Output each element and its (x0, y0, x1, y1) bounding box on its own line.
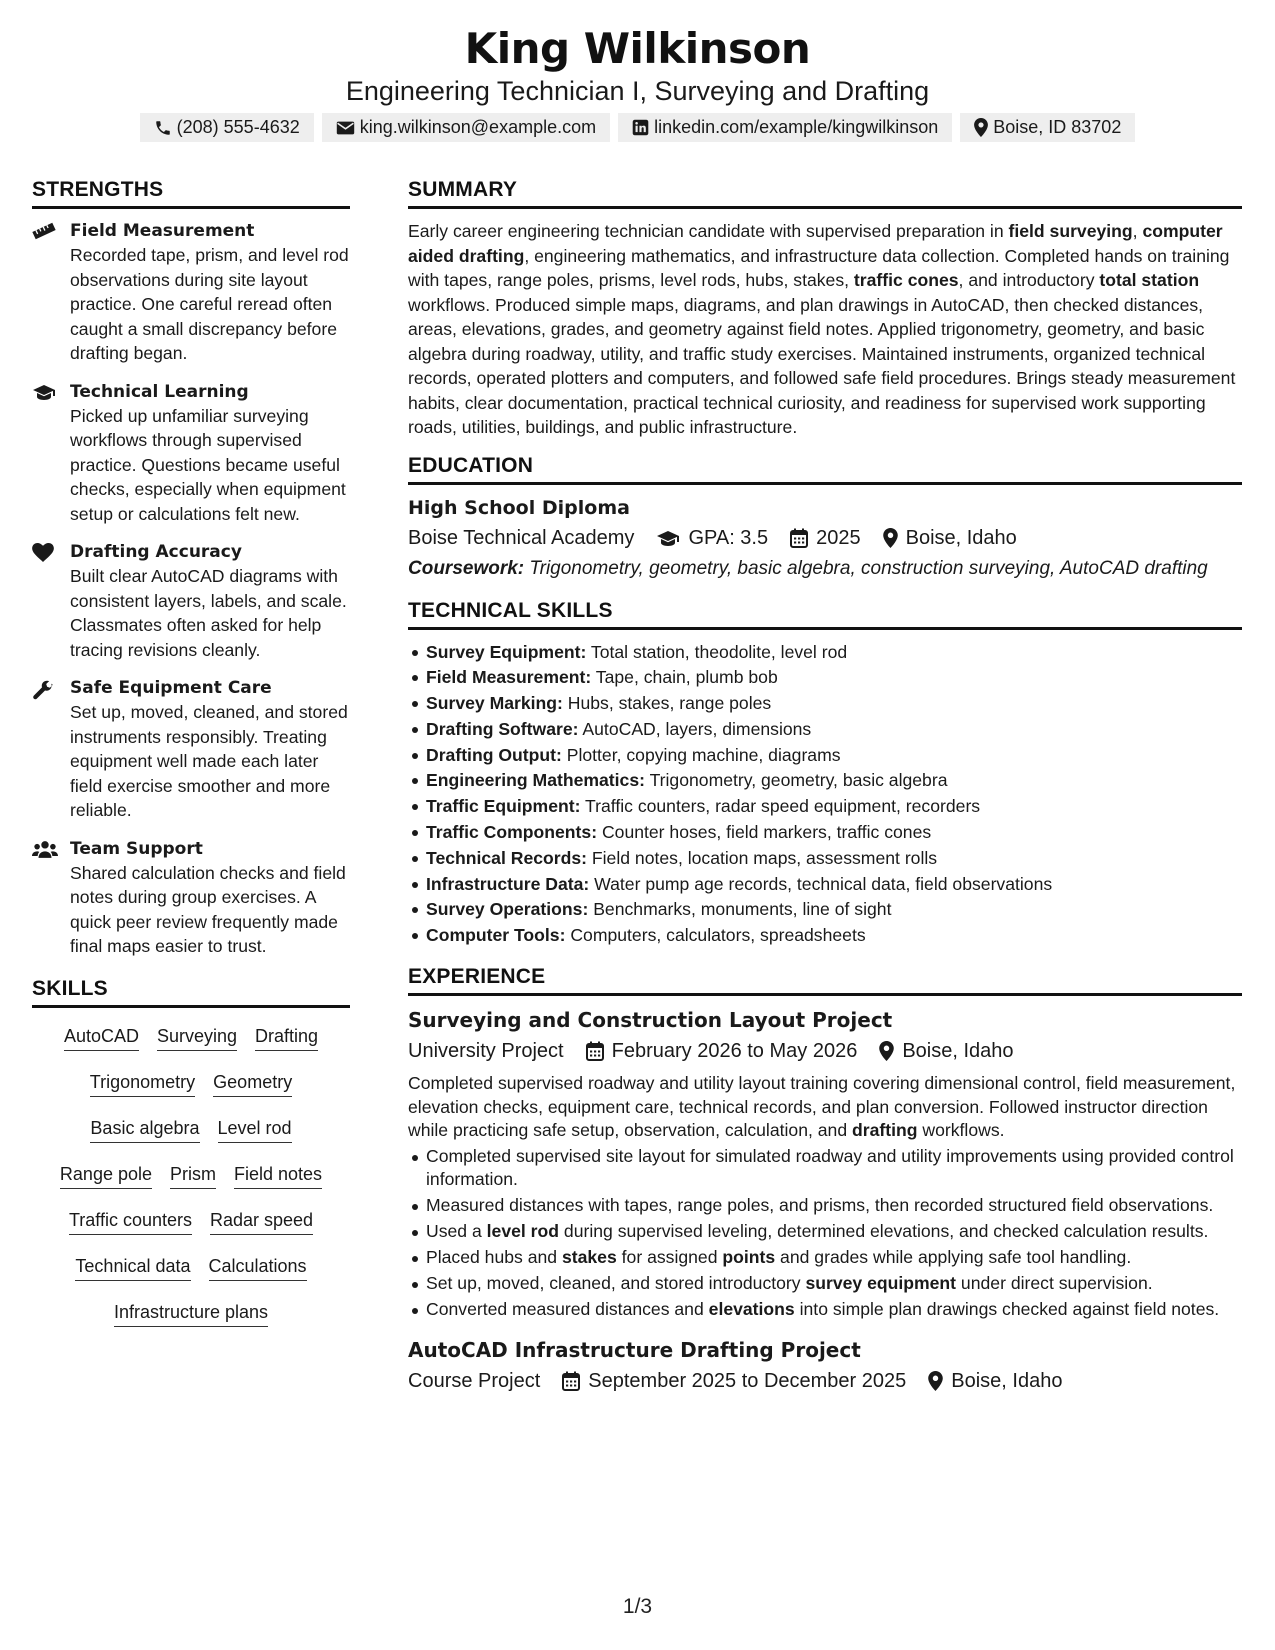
candidate-name: King Wilkinson (464, 24, 811, 73)
technical-skill-item (408, 794, 1242, 820)
skill-label: Traffic Components: (426, 822, 598, 843)
strength-title: Safe Equipment Care (70, 678, 272, 698)
technical-skill-item (408, 846, 1242, 872)
skill-tag: Traffic counters (69, 1208, 192, 1235)
graduation-year: 2025 (816, 526, 861, 549)
text-run: Used a (426, 1221, 487, 1242)
strengths-heading: STRENGTHS (32, 178, 350, 209)
map-pin-icon (974, 118, 988, 137)
education-heading: EDUCATION (408, 454, 1242, 485)
technical-skill-item (408, 768, 1242, 794)
job-bullet (408, 1298, 1242, 1322)
education-meta (408, 523, 1242, 553)
contact-linkedin-text: linkedin.com/example/kingwilkinson (654, 117, 939, 137)
users-icon (32, 837, 70, 959)
gpa-value: GPA: 3.5 (688, 526, 769, 549)
text-run: Set up, moved, cleaned, and stored introductory (426, 1273, 806, 1294)
skill-value: Water pump age records, technical data, field observations (589, 873, 1053, 894)
skill-label: Field Measurement: (426, 667, 592, 688)
skill-label: Drafting Software: (426, 718, 579, 739)
technical-skill-item (408, 640, 1242, 666)
skill-tag: Range pole (60, 1162, 152, 1189)
skill-value: Traffic counters, radar speed equipment, recorders (580, 796, 981, 817)
strength-title: Field Measurement (70, 221, 255, 241)
skills-tag-row (32, 1300, 350, 1346)
job-organization: University Project (408, 1040, 564, 1063)
job-organization: Course Project (408, 1369, 541, 1392)
candidate-headline: Engineering Technician I, Surveying and Drafting (345, 76, 930, 106)
skill-value: Trigonometry, geometry, basic algebra (645, 770, 948, 791)
strength-title: Drafting Accuracy (70, 542, 242, 562)
skills-tag-row (32, 1162, 350, 1208)
contact-phone-text: (208) 555-4632 (176, 117, 300, 137)
bold-text: drafting (852, 1120, 918, 1141)
skill-value: Computers, calculators, spreadsheets (565, 925, 866, 946)
skill-tag: Geometry (213, 1070, 292, 1097)
skill-value: Plotter, copying machine, diagrams (561, 744, 841, 765)
text-run: Measured distances with tapes, range poles, and prisms, then recorded structured field observations. (426, 1195, 1214, 1216)
experience-heading: EXPERIENCE (408, 965, 1242, 996)
strength-text: Built clear AutoCAD diagrams with consistent layers, labels, and scale. Classmates often asked for help tracing revisions cleanly. (70, 566, 347, 660)
technical-skill-item (408, 923, 1242, 949)
text-run: , and introductory (958, 270, 1100, 290)
strength-text: Picked up unfamiliar surveying workflows through supervised practice. Questions became useful checks, especially when equipment setup or calculations felt new. (70, 405, 346, 524)
technical-skill-item (408, 717, 1242, 743)
technical-skill-item (408, 872, 1242, 898)
coursework (408, 557, 1242, 581)
skill-tag: Trigonometry (90, 1070, 195, 1097)
heart-icon (32, 540, 70, 662)
skill-label: Survey Equipment: (426, 641, 587, 662)
skills-tag-row (32, 1208, 350, 1254)
skill-value: Counter hoses, field markers, traffic cones (597, 822, 932, 843)
text-run: workflows. (917, 1120, 1005, 1141)
skill-tag: Level rod (218, 1116, 292, 1143)
skill-label: Survey Marking: (426, 693, 563, 714)
technical-skills-heading: TECHNICAL SKILLS (408, 599, 1242, 630)
school-name: Boise Technical Academy (408, 526, 635, 549)
technical-skill-item (408, 691, 1242, 717)
bold-text: traffic cones (853, 270, 959, 290)
skill-tag: Surveying (157, 1024, 237, 1051)
coursework-text: Trigonometry, geometry, basic algebra, construction surveying, AutoCAD drafting (524, 557, 1208, 579)
job-location: Boise, Idaho (902, 1040, 1014, 1063)
bold-text: total station (1099, 270, 1200, 290)
text-run: into simple plan drawings checked against field notes. (794, 1299, 1220, 1320)
technical-skill-item (408, 665, 1242, 691)
contact-bar (0, 113, 1275, 142)
skills-tag-row (32, 1070, 350, 1116)
skill-tag: Technical data (75, 1254, 190, 1281)
ruler-icon (32, 219, 70, 366)
skill-label: Survey Operations: (426, 899, 589, 920)
technical-skills-list (408, 640, 1242, 950)
skill-label: Engineering Mathematics: (426, 770, 645, 791)
skill-tag: Infrastructure plans (114, 1300, 268, 1327)
skill-value: Total station, theodolite, level rod (586, 641, 848, 662)
skill-label: Computer Tools: (426, 925, 566, 946)
skill-tag: Calculations (209, 1254, 307, 1281)
text-run: Converted measured distances and (426, 1299, 709, 1320)
calendar-icon (562, 1371, 580, 1391)
technical-skill-item (408, 897, 1242, 923)
text-run: under direct supervision. (956, 1273, 1153, 1294)
strength-item (32, 219, 350, 366)
map-pin-icon (928, 1371, 943, 1391)
job-dates: February 2026 to May 2026 (611, 1040, 858, 1063)
skills-tag-row (32, 1254, 350, 1300)
graduation-cap-icon (656, 529, 680, 547)
skill-value: Benchmarks, monuments, line of sight (588, 899, 892, 920)
text-run: workflows. Produced simple maps, diagrams, and plan drawings in AutoCAD, then checked distances, areas, elevations, grades, and geometry against field notes. Applied trigonometry, geometry, and basic algebra during roadway, utility, and traffic study exercises. Maintained instruments, organized technical records, operated plotters and computers, and followed safe field procedures. Brings steady measurement habits, clear documentation, practical technical curiosity, and readiness for supervised work supporting roads, utilities, buildings, and public infrastructure. (408, 294, 1236, 437)
bold-text: elevations (708, 1299, 795, 1320)
skills-tag-cloud (32, 1018, 350, 1346)
degree-title: High School Diploma (408, 496, 630, 519)
experience-list (408, 1006, 1242, 1396)
phone-icon (154, 119, 172, 137)
contact-location (960, 113, 1135, 142)
calendar-icon (586, 1041, 604, 1061)
job-title: AutoCAD Infrastructure Drafting Project (408, 1337, 861, 1362)
text-run: Completed supervised roadway and utility layout training covering dimensional control, field measurement, elevation checks, equipment care, technical records, and plan conversion. Followed instructor direction while practicing safe setup, observation, calculation, and (408, 1073, 1236, 1141)
technical-skill-item (408, 820, 1242, 846)
contact-email-text: king.wilkinson@example.com (359, 117, 597, 137)
text-run: and grades while applying safe tool handling. (775, 1247, 1132, 1268)
skill-label: Traffic Equipment: (426, 796, 581, 817)
coursework-label: Coursework: (408, 557, 525, 579)
strength-item (32, 380, 350, 527)
skill-value: Field notes, location maps, assessment rolls (587, 847, 938, 868)
technical-skill-item (408, 743, 1242, 769)
strength-title: Technical Learning (70, 381, 249, 402)
skill-label: Infrastructure Data: (426, 873, 590, 894)
right-column (408, 178, 1242, 1396)
text-run: Completed supervised site layout for simulated roadway and utility improvements using provided control information. (426, 1145, 1234, 1190)
contact-email[interactable] (322, 113, 610, 142)
skills-tag-row (32, 1024, 350, 1070)
skills-tag-row (32, 1116, 350, 1162)
contact-location-text: Boise, ID 83702 (993, 117, 1122, 137)
text-run: Placed hubs and (426, 1247, 562, 1268)
strength-text: Shared calculation checks and field notes during group exercises. A quick peer review frequently made final maps easier to trust. (70, 862, 346, 956)
skill-tag: Basic algebra (90, 1116, 199, 1143)
skill-label: Technical Records: (426, 847, 587, 868)
job-meta (408, 1036, 1242, 1066)
job-bullet (408, 1194, 1242, 1218)
skill-value: Hubs, stakes, range poles (562, 693, 772, 714)
strength-title: Team Support (70, 838, 203, 859)
bold-text: stakes (561, 1247, 617, 1268)
skill-tag: AutoCAD (64, 1024, 139, 1051)
skill-tag: Radar speed (210, 1208, 313, 1235)
contact-linkedin[interactable] (618, 113, 952, 142)
summary-heading: SUMMARY (408, 178, 1242, 209)
job-dates: September 2025 to December 2025 (588, 1369, 907, 1392)
page-number: 1/3 (622, 1595, 653, 1618)
skill-tag: Drafting (255, 1024, 318, 1051)
skill-tag: Field notes (234, 1162, 322, 1189)
job-description (408, 1072, 1242, 1143)
job-bullet (408, 1145, 1242, 1192)
strength-item (32, 540, 350, 662)
skill-value: AutoCAD, layers, dimensions (578, 718, 812, 739)
bold-text: points (722, 1247, 776, 1268)
job-bullet (408, 1246, 1242, 1270)
text-run: , (1132, 221, 1143, 241)
experience-entry (408, 1006, 1242, 1322)
map-pin-icon (879, 1041, 894, 1061)
map-pin-icon (883, 528, 898, 548)
job-bullets (408, 1145, 1242, 1322)
bold-text: field surveying (1008, 221, 1133, 241)
experience-entry (408, 1336, 1242, 1396)
text-run: , engineering mathematics, and infrastructure data collection. Completed hands on training with tapes, range poles, prisms, level rods, hubs, stakes, (408, 245, 1230, 290)
bold-text: computer aided drafting (408, 221, 1223, 266)
skill-label: Drafting Output: (426, 744, 562, 765)
strength-item (32, 837, 350, 959)
strength-text: Recorded tape, prism, and level rod observations during site layout practice. One careful reread often caught a small discrepancy before drafting began. (70, 245, 349, 363)
linkedin-icon (632, 119, 649, 136)
graduation-cap-icon (32, 380, 70, 527)
text-run: during supervised leveling, determined elevations, and checked calculation results. (559, 1221, 1209, 1242)
bold-text: level rod (486, 1221, 560, 1242)
contact-phone[interactable] (140, 113, 314, 142)
job-meta (408, 1366, 1242, 1396)
skills-heading: SKILLS (32, 977, 350, 1008)
text-run: for assigned (616, 1247, 723, 1268)
strength-text: Set up, moved, cleaned, and stored instruments responsibly. Treating equipment well made each later field exercise smoother and more reliable. (70, 702, 348, 820)
job-bullet (408, 1272, 1242, 1296)
summary-text (408, 219, 1242, 440)
job-location: Boise, Idaho (951, 1369, 1063, 1392)
strength-item (32, 676, 350, 823)
job-bullet (408, 1220, 1242, 1244)
skill-value: Tape, chain, plumb bob (591, 667, 778, 688)
bold-text: survey equipment (805, 1273, 957, 1294)
calendar-icon (790, 528, 808, 548)
left-column (32, 178, 350, 1346)
text-run: Early career engineering technician candidate with supervised preparation in (408, 221, 1009, 241)
education-location: Boise, Idaho (905, 526, 1017, 549)
envelope-icon (336, 120, 355, 136)
skill-tag: Prism (170, 1162, 216, 1189)
wrench-icon (32, 676, 70, 823)
job-title: Surveying and Construction Layout Project (408, 1008, 893, 1033)
